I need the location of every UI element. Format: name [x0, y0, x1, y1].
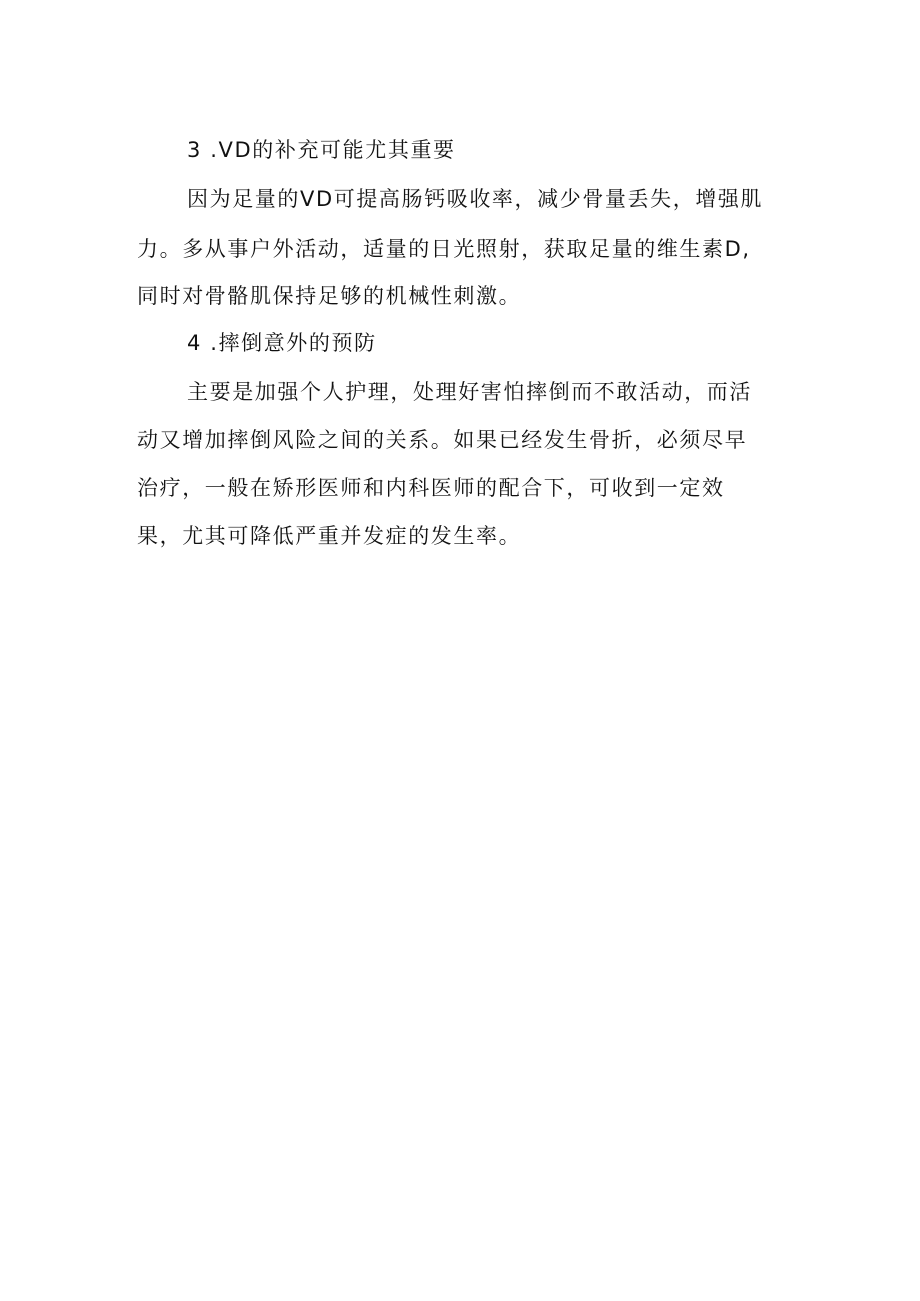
section-3-line-2: 力。多从事户外活动，适量的日光照射，获取足量的维生素D, — [137, 237, 751, 261]
section-3-heading: 3 .VD的补充可能尤其重要 — [187, 138, 456, 162]
section-4-line-1: 主要是加强个人护理，处理好害怕摔倒而不敢活动，而活 — [187, 380, 752, 404]
section-4-line-2: 动又增加摔倒风险之间的关系。如果已经发生骨折，必须尽早 — [137, 428, 748, 452]
section-3-line-3: 同时对骨骼肌保持足够的机械性刺激。 — [137, 284, 522, 308]
section-4-line-4: 果，尤其可降低严重并发症的发生率。 — [137, 524, 522, 548]
section-4-heading: 4 .摔倒意外的预防 — [187, 331, 377, 355]
section-4-line-3: 治疗，一般在矫形医师和内科医师的配合下，可收到一定效 — [137, 476, 725, 500]
section-3-line-1: 因为足量的VD可提高肠钙吸收率，减少骨量丢失，增强肌 — [187, 187, 764, 211]
